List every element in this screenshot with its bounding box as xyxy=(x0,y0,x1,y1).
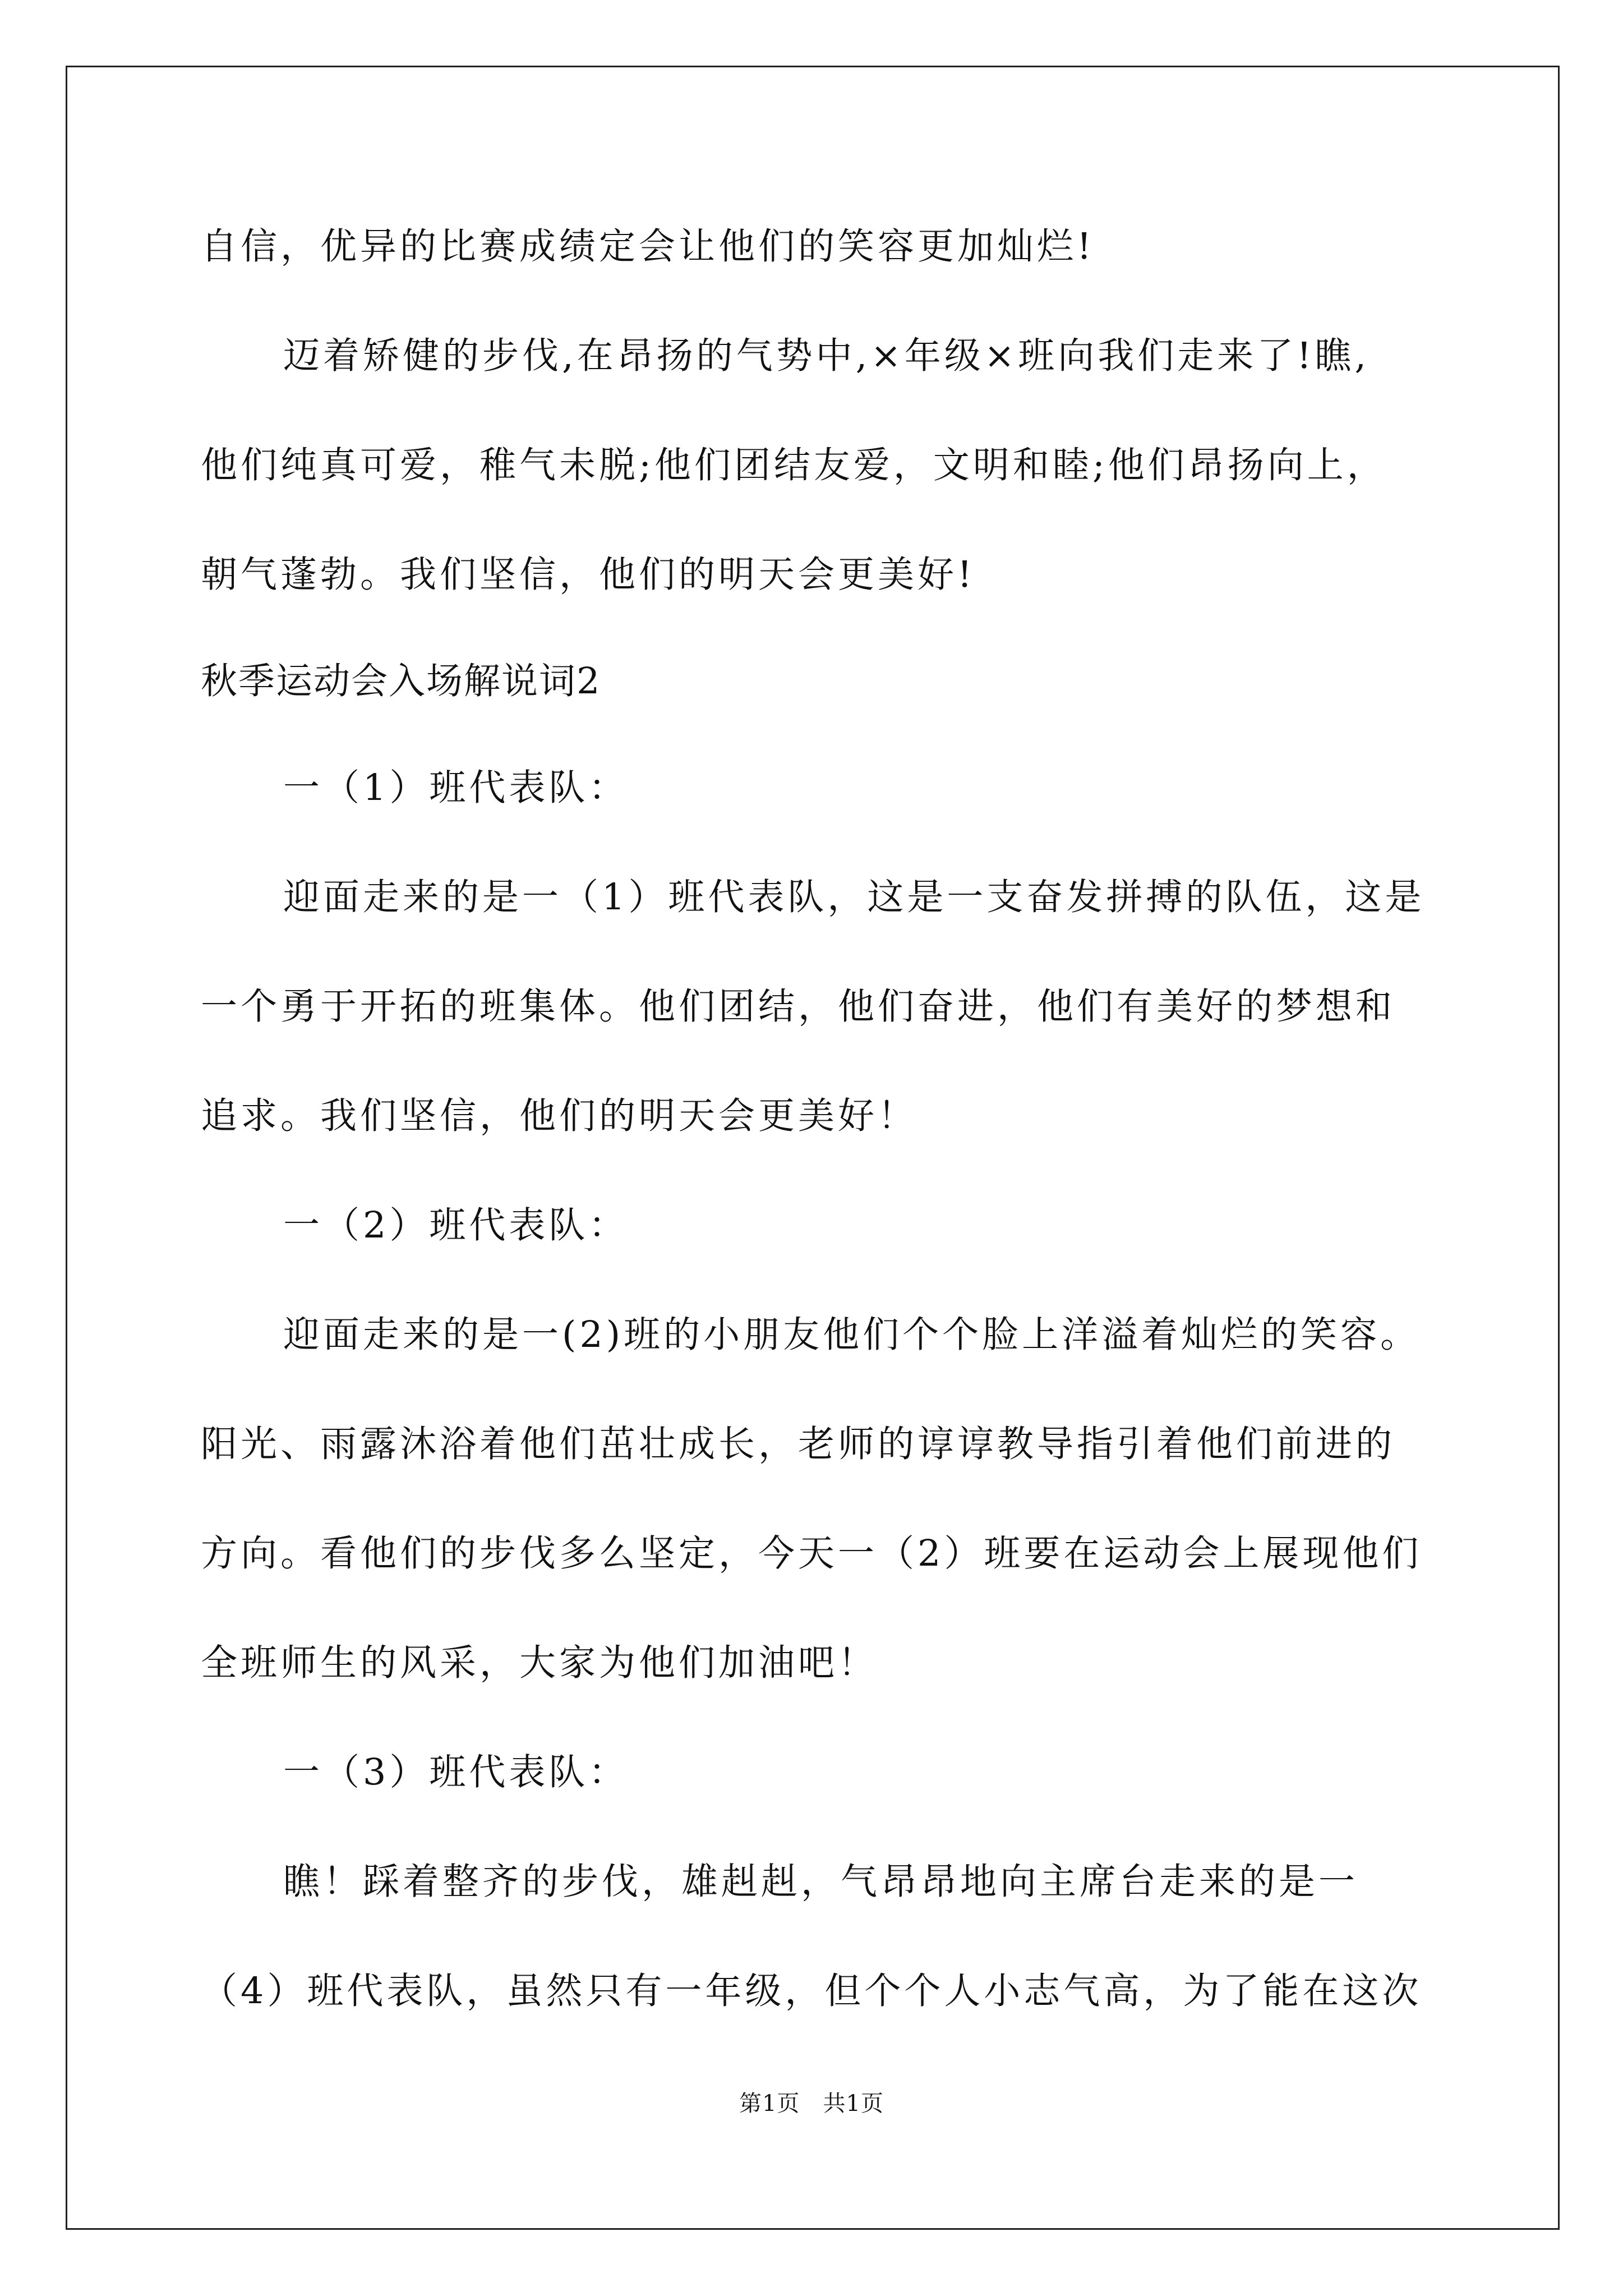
text-line: 瞧！踩着整齐的步伐，雄赳赳，气昂昂地向主席台走来的是一 xyxy=(283,1861,1359,1903)
text-line: 阳光、雨露沐浴着他们茁壮成长，老师的谆谆教导指引着他们前进的 xyxy=(201,1423,1396,1465)
text-line: 全班师生的风采，大家为他们加油吧！ xyxy=(201,1642,878,1684)
text-line: 自信，优异的比赛成绩定会让他们的笑容更加灿烂! xyxy=(201,226,1095,268)
subheading-class-2: 一（2）班代表队： xyxy=(283,1204,629,1246)
text-line: 追求。我们坚信，他们的明天会更美好！ xyxy=(201,1095,918,1137)
section-heading: 秋季运动会入场解说词2 xyxy=(201,660,601,702)
text-line: 迎面走来的是一(2)班的小朋友他们个个脸上洋溢着灿烂的笑容。 xyxy=(283,1314,1421,1356)
text-line: 一个勇于开拓的班集体。他们团结，他们奋进，他们有美好的梦想和 xyxy=(201,986,1396,1028)
text-line: 方向。看他们的步伐多么坚定，今天一（2）班要在运动会上展现他们 xyxy=(201,1533,1422,1575)
text-line: 朝气蓬勃。我们坚信，他们的明天会更美好! xyxy=(201,554,976,596)
text-line: 迎面走来的是一（1）班代表队，这是一支奋发拼搏的队伍，这是 xyxy=(283,876,1425,918)
text-line: 迈着矫健的步伐,在昂扬的气势中,×年级×班向我们走来了!瞧, xyxy=(283,335,1370,377)
text-line: （4）班代表队，虽然只有一年级，但个个人小志气高，为了能在这次 xyxy=(201,1970,1422,2012)
subheading-class-3: 一（3）班代表队： xyxy=(283,1751,629,1793)
subheading-class-1: 一（1）班代表队： xyxy=(283,767,629,809)
text-line: 他们纯真可爱，稚气未脱;他们团结友爱，文明和睦;他们昂扬向上， xyxy=(201,444,1387,486)
page-number-footer: 第1页 共1页 xyxy=(739,2091,884,2116)
